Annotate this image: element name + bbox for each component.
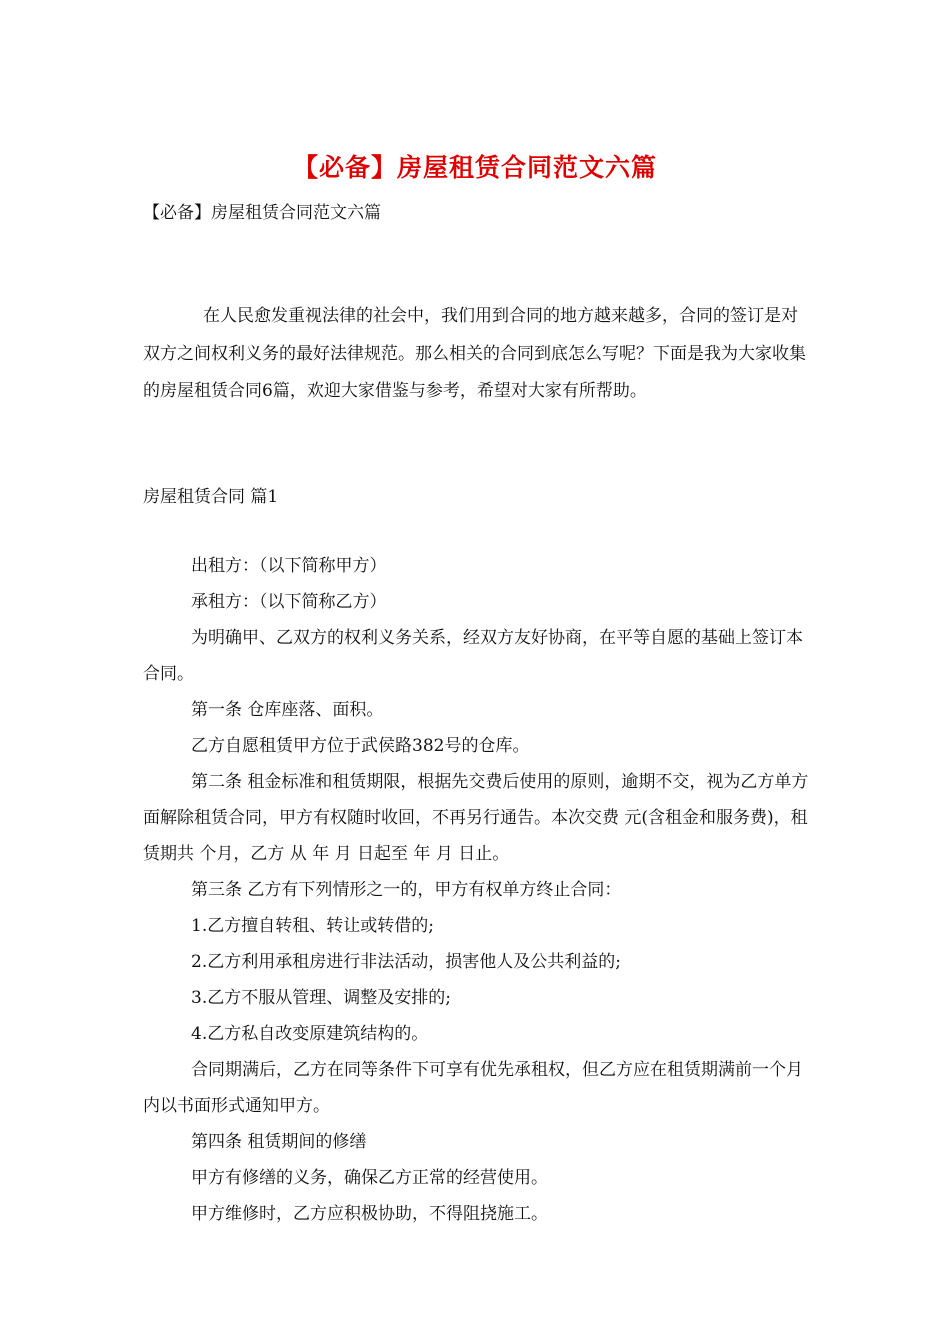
article-3-item-4: 4.乙方私自改变原建筑结构的。 xyxy=(191,1024,429,1044)
article-1-heading: 第一条 仓库座落、面积。 xyxy=(191,700,384,720)
article-3-item-3: 3.乙方不服从管理、调整及安排的; xyxy=(191,988,451,1008)
article-2-text: 第二条 租金标准和租赁期限，根据先交费后使用的原则，逾期不交，视为乙方单方面解除租赁合同，甲方有权随时收回，不再另行通告。本次交费 元(含租金和服务费)，租赁期共 个月，乙方 从 年 月 日起至 年 月 日止。 xyxy=(143,772,809,864)
article-4-text-2: 甲方维修时，乙方应积极协助，不得阻挠施工。 xyxy=(191,1204,548,1224)
article-3-item-2: 2.乙方利用承租房进行非法活动，损害他人及公共利益的; xyxy=(191,952,621,972)
article-3-item-1: 1.乙方擅自转租、转让或转借的; xyxy=(191,916,434,936)
article-4-heading: 第四条 租赁期间的修缮 xyxy=(191,1132,367,1152)
document-title: 【必备】房屋租赁合同范文六篇 xyxy=(292,153,657,182)
paragraph-lessee: 承租方：（以下简称乙方） xyxy=(191,592,387,612)
paragraph-lessor: 出租方：（以下简称甲方） xyxy=(191,556,387,576)
intro-paragraph: 在人民愈发重视法律的社会中，我们用到合同的地方越来越多，合同的签订是对双方之间权利义务的最好法律规范。那么相关的合同到底怎么写呢？下面是我为大家收集的房屋租赁合同6篇，欢迎大家借鉴与参考，希望对大家有所帮助。 xyxy=(143,306,806,401)
article-1-text: 乙方自愿租赁甲方位于武侯路382号的仓库。 xyxy=(191,736,530,756)
contract-body xyxy=(143,548,813,1232)
renewal-paragraph: 合同期满后，乙方在同等条件下可享有优先承租权，但乙方应在租赁期满前一个月内以书面形式通知甲方。 xyxy=(143,1060,803,1116)
document-subtitle: 【必备】房屋租赁合同范文六篇 xyxy=(143,203,381,223)
article-4-text-1: 甲方有修缮的义务，确保乙方正常的经营使用。 xyxy=(191,1168,548,1188)
section-heading: 房屋租赁合同 篇1 xyxy=(143,487,279,507)
paragraph-purpose: 为明确甲、乙双方的权利义务关系，经双方友好协商，在平等自愿的基础上签订本合同。 xyxy=(143,628,803,684)
article-3-heading: 第三条 乙方有下列情形之一的，甲方有权单方终止合同： xyxy=(191,880,622,900)
